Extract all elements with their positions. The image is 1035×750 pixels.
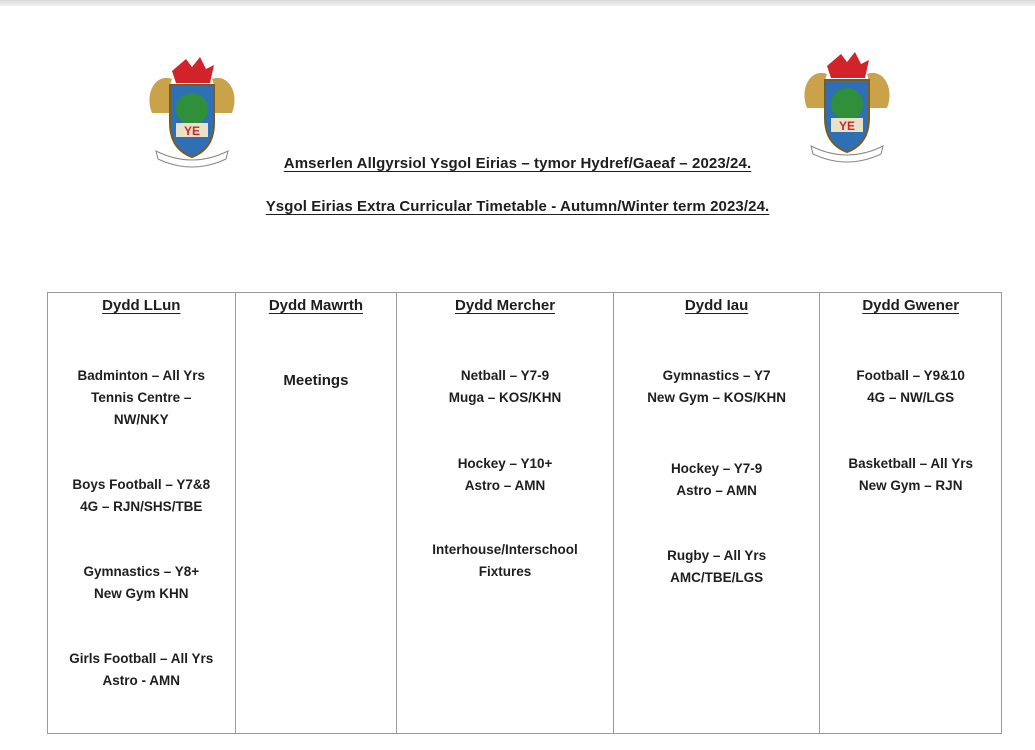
- activity-line: AMC/TBE/LGS: [670, 570, 764, 585]
- activity-line: Hockey – Y7-9: [670, 461, 763, 476]
- activity-line: Badminton – All Yrs: [77, 368, 206, 383]
- svg-text:YE: YE: [838, 119, 856, 133]
- day-column-tuesday: [236, 293, 398, 733]
- activity-entry: [236, 370, 397, 392]
- day-heading: Dydd Mawrth: [268, 297, 364, 314]
- activity-entry: [48, 365, 235, 431]
- school-crest-logo-left: [142, 53, 242, 169]
- activity-line: Tennis Centre –: [91, 390, 192, 405]
- day-heading: Dydd LLun: [102, 297, 181, 314]
- timetable-table: [47, 292, 1002, 734]
- activity-line: New Gym KHN: [94, 586, 189, 601]
- activity-line: Astro – AMN: [676, 483, 757, 498]
- activity-line: Fixtures: [478, 564, 532, 579]
- day-heading: Dydd Mercher: [455, 297, 556, 314]
- activity-entry: [820, 453, 1001, 497]
- activity-line: New Gym – RJN: [858, 478, 963, 493]
- top-border: [0, 0, 1035, 6]
- activity-line: Football – Y9&10: [856, 368, 965, 383]
- activity-entry: [614, 365, 820, 409]
- day-heading: Dydd Iau: [684, 297, 749, 314]
- activity-line: NW/NKY: [113, 412, 169, 427]
- activity-line: Rugby – All Yrs: [667, 548, 767, 563]
- activity-line: Girls Football – All Yrs: [69, 651, 214, 666]
- activity-entry: [820, 365, 1001, 409]
- day-column-monday: [48, 293, 236, 733]
- activity-line: Netball – Y7-9: [460, 368, 550, 383]
- activity-entry: [397, 365, 613, 409]
- school-crest-logo-right: [797, 48, 897, 164]
- day-heading: Dydd Gwener: [862, 297, 960, 314]
- activity-line: Boys Football – Y7&8: [72, 477, 211, 492]
- activity-line: Hockey – Y10+: [457, 456, 553, 471]
- activity-line: New Gym – KOS/KHN: [647, 390, 786, 405]
- activity-entry: [48, 561, 235, 605]
- page-title-welsh: Amserlen Allgyrsiol Ysgol Eirias – tymor Hydref/Gaeaf – 2023/24.: [283, 155, 752, 172]
- activity-entry: [397, 453, 613, 497]
- day-column-wednesday: [397, 293, 614, 733]
- activity-line: Gymnastics – Y8+: [83, 564, 200, 579]
- activity-entry: [48, 474, 235, 518]
- activity-line: Astro – AMN: [464, 478, 546, 493]
- page-title-english: Ysgol Eirias Extra Curricular Timetable - Autumn/Winter term 2023/24.: [265, 198, 770, 215]
- activity-line: Muga – KOS/KHN: [448, 390, 562, 405]
- day-column-thursday: [614, 293, 821, 733]
- activity-line: Gymnastics – Y7: [662, 368, 771, 383]
- activity-line: Interhouse/Interschool: [432, 542, 578, 557]
- activity-entry: [397, 539, 613, 583]
- activity-entry: [48, 648, 235, 692]
- activity-line: Astro - AMN: [102, 673, 181, 688]
- day-column-friday: [820, 293, 1001, 733]
- activity-line: 4G – RJN/SHS/TBE: [80, 499, 203, 514]
- activity-line: Meetings: [283, 372, 349, 389]
- activity-line: Basketball – All Yrs: [848, 456, 973, 471]
- activity-entry: [614, 545, 820, 589]
- activity-line: 4G – NW/LGS: [867, 390, 955, 405]
- svg-text:YE: YE: [183, 124, 201, 138]
- activity-entry: [614, 458, 820, 502]
